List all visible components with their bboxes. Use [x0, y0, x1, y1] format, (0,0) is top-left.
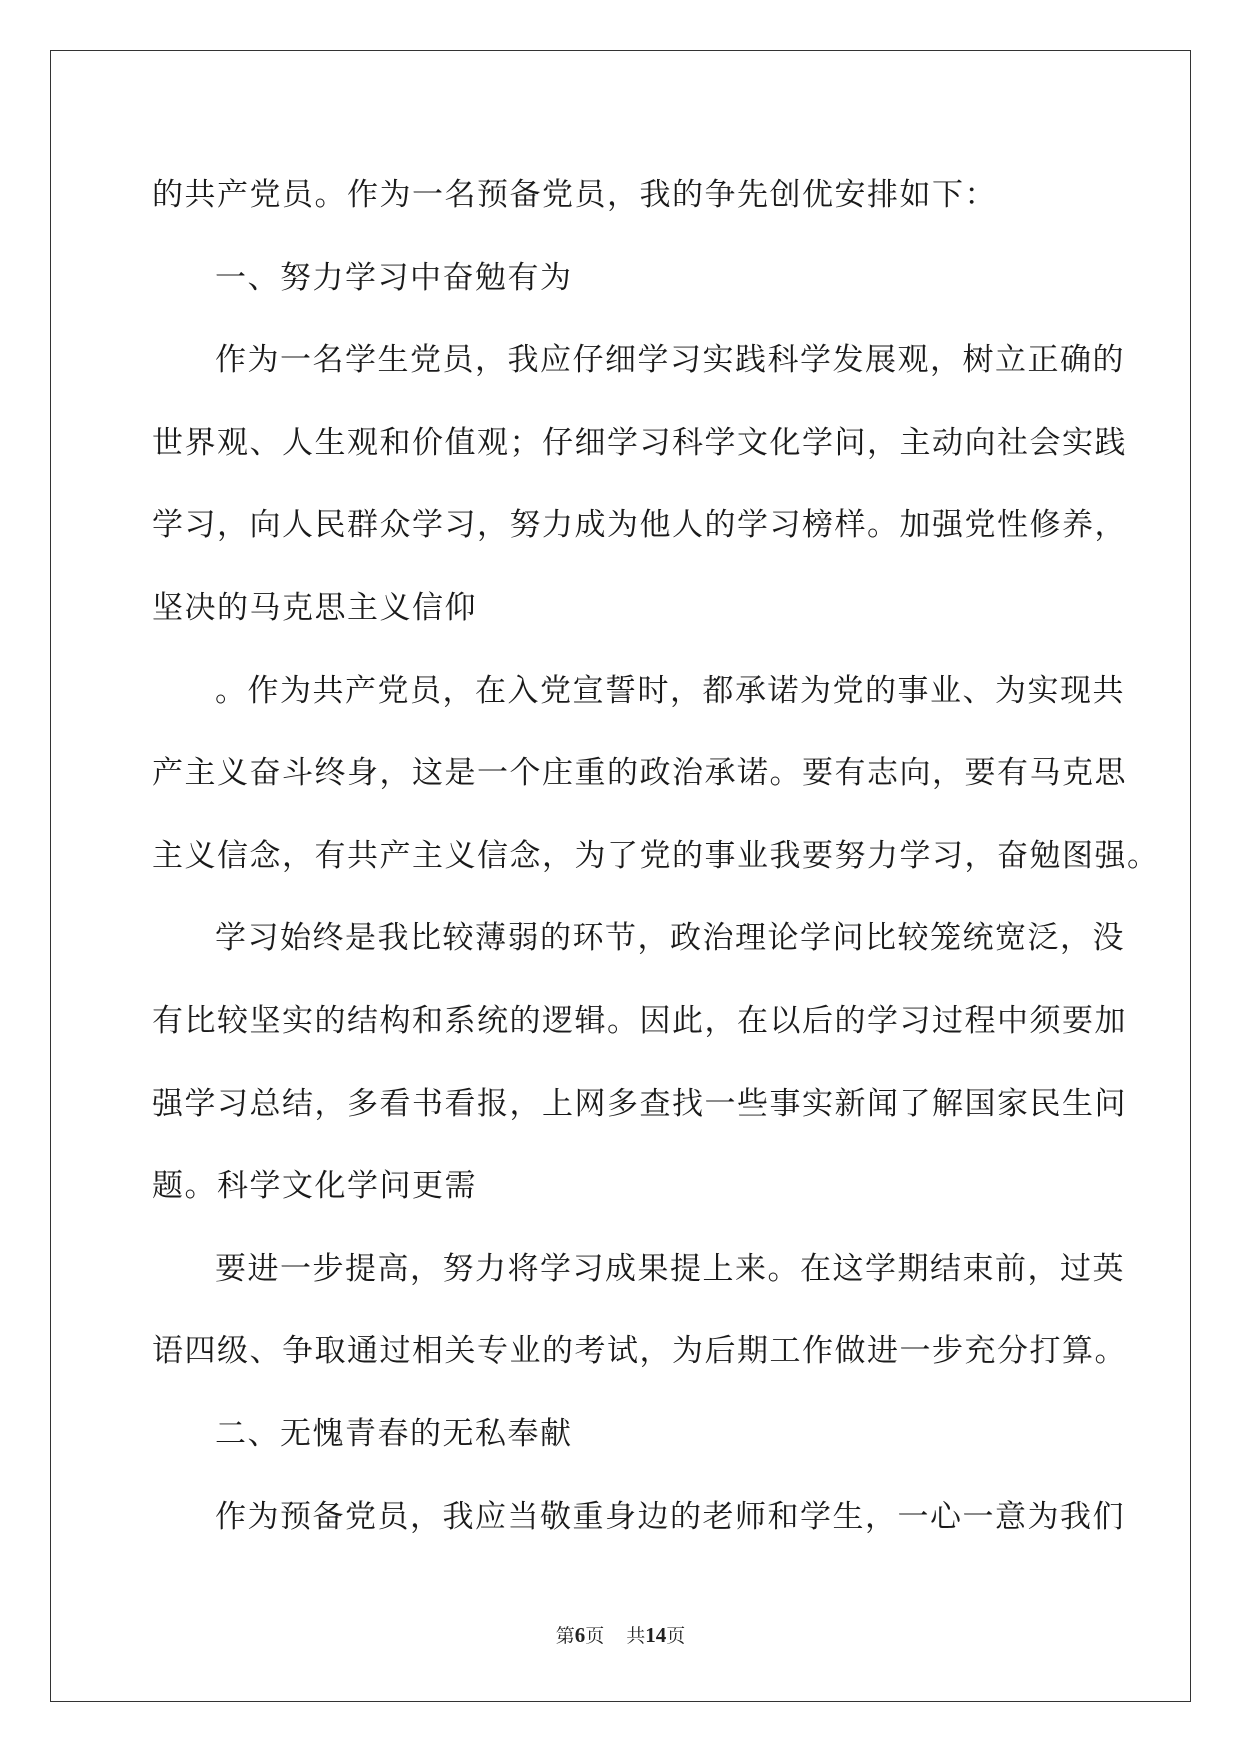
- text-line: 世界观、人生观和价值观；仔细学习科学文化学问，主动向社会实践: [152, 424, 1127, 461]
- section-heading: 一、努力学习中奋勉有为: [215, 259, 573, 296]
- text-line: 强学习总结，多看书看报，上网多查找一些事实新闻了解国家民生问: [152, 1085, 1127, 1122]
- page-number: 6: [574, 1623, 586, 1647]
- page-prefix: 第: [555, 1625, 575, 1647]
- text-line: 主义信念，有共产主义信念，为了党的事业我要努力学习，奋勉图强。: [152, 837, 1160, 874]
- document-body: [152, 165, 1160, 1569]
- text-line: 作为预备党员，我应当敬重身边的老师和学生，一心一意为我们: [215, 1498, 1125, 1535]
- text-line: 语四级、争取通过相关专业的考试，为后期工作做进一步充分打算。: [152, 1333, 1127, 1370]
- total-prefix: 共: [626, 1625, 646, 1647]
- text-line: 的共产党员。作为一名预备党员，我的争先创优安排如下：: [152, 177, 997, 213]
- page-footer: [0, 1622, 1241, 1649]
- text-line: 坚决的马克思主义信仰: [152, 589, 477, 626]
- page-suffix: 页: [585, 1625, 605, 1647]
- section-heading: 二、无愧青春的无私奉献: [215, 1415, 573, 1452]
- text-line: 。作为共产党员，在入党宣誓时，都承诺为党的事业、为实现共: [215, 672, 1125, 709]
- total-pages: 14: [645, 1623, 667, 1647]
- text-line: 有比较坚实的结构和系统的逻辑。因此，在以后的学习过程中须要加: [152, 1002, 1127, 1039]
- text-line: 学习始终是我比较薄弱的环节，政治理论学问比较笼统宽泛，没: [215, 920, 1125, 957]
- text-line: 要进一步提高，努力将学习成果提上来。在这学期结束前，过英: [215, 1250, 1125, 1287]
- text-line: 产主义奋斗终身，这是一个庄重的政治承诺。要有志向，要有马克思: [152, 755, 1127, 792]
- text-line: 学习，向人民群众学习，努力成为他人的学习榜样。加强党性修养，: [152, 507, 1127, 544]
- total-suffix: 页: [666, 1625, 686, 1647]
- text-line: 作为一名学生党员，我应仔细学习实践科学发展观，树立正确的: [215, 342, 1125, 379]
- text-line: 题。科学文化学问更需: [152, 1168, 477, 1205]
